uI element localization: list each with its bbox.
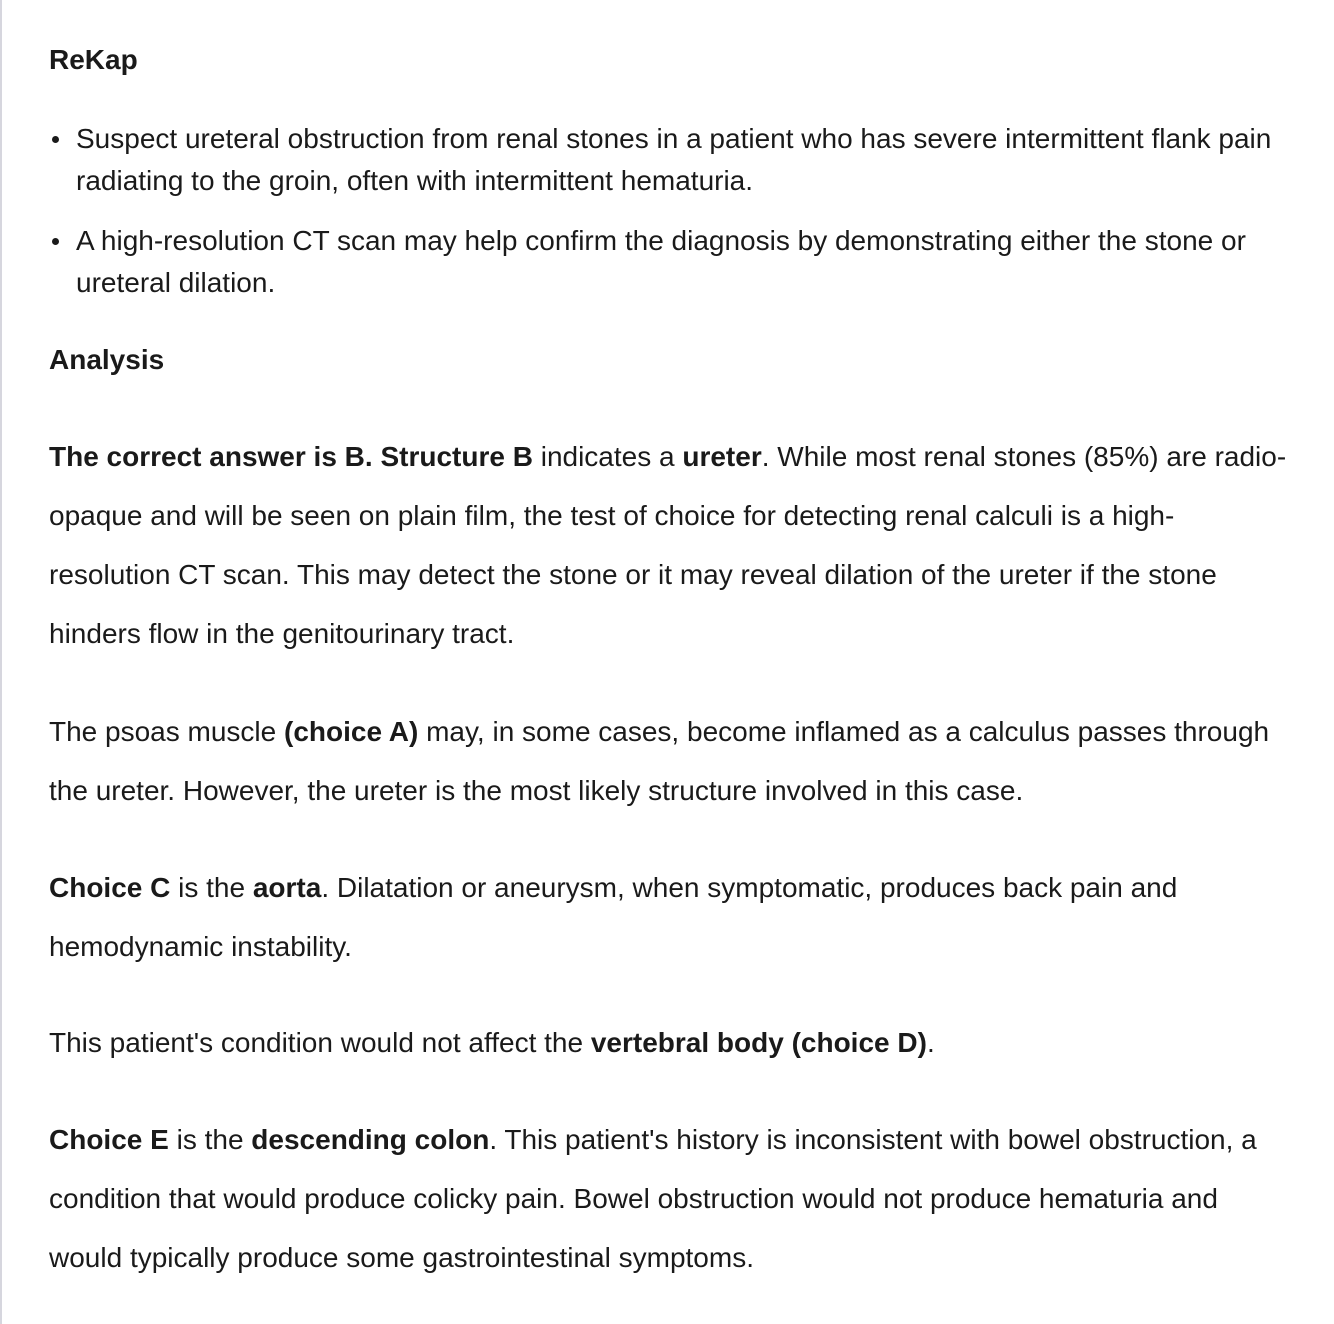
rekap-list [49, 118, 1306, 322]
analysis-paragraph-choice-d [49, 1013, 1289, 1072]
analysis-paragraph-correct-answer [49, 427, 1289, 663]
analysis-heading: Analysis [49, 344, 165, 375]
analysis-paragraph-choice-e [49, 1110, 1289, 1287]
text-run: . This patient's history is inconsistent with bowel obstruction, a condition that would produce colicky pain. Bowel obstruction would not produce hematuria and would typically produce some gastrointestinal symptoms. [49, 1124, 1257, 1273]
left-border [0, 0, 2, 1324]
rekap-bullet: A high-resolution CT scan may help confirm the diagnosis by demonstrating either the stone or ureteral dilation. [76, 220, 1306, 304]
text-run: This patient's condition would not affect the [49, 1027, 591, 1058]
bold-text: ureter [682, 441, 762, 472]
bold-text: (choice A) [284, 716, 419, 747]
analysis-paragraph-choice-a [49, 702, 1289, 820]
text-run: . [926, 1027, 935, 1058]
analysis-paragraph-choice-c [49, 858, 1289, 976]
bold-text: vertebral body (choice D) [590, 1027, 927, 1058]
bold-text: aorta [252, 872, 322, 903]
text-run: indicates a [532, 441, 683, 472]
text-run: . While most renal stones (85%) are radio-opaque and will be seen on plain film, the test of choice for detecting renal calculi is a high-resolution CT scan. This may detect the stone or it may reveal dilation of the ureter if the stone hinders flow in the genitourinary tract. [49, 441, 1287, 649]
bold-text: Choice E [49, 1124, 169, 1155]
text-run: The psoas muscle [49, 716, 284, 747]
text-run: may, in some cases, become inflamed as a calculus passes through the ureter. However, the ureter is the most likely structure involved in this case. [49, 716, 1270, 806]
rekap-heading: ReKap [49, 44, 138, 75]
text-run: . Dilatation or aneurysm, when symptomatic, produces back pain and hemodynamic instability. [49, 872, 1178, 962]
text-run: is the [168, 1124, 252, 1155]
bold-text: descending colon [251, 1124, 490, 1155]
bold-text: Choice C [49, 872, 171, 903]
rekap-bullet: Suspect ureteral obstruction from renal stones in a patient who has severe intermittent flank pain radiating to the groin, often with intermittent hematuria. [76, 118, 1306, 202]
text-run: is the [170, 872, 253, 903]
bold-text: The correct answer is B. Structure B [49, 441, 533, 472]
